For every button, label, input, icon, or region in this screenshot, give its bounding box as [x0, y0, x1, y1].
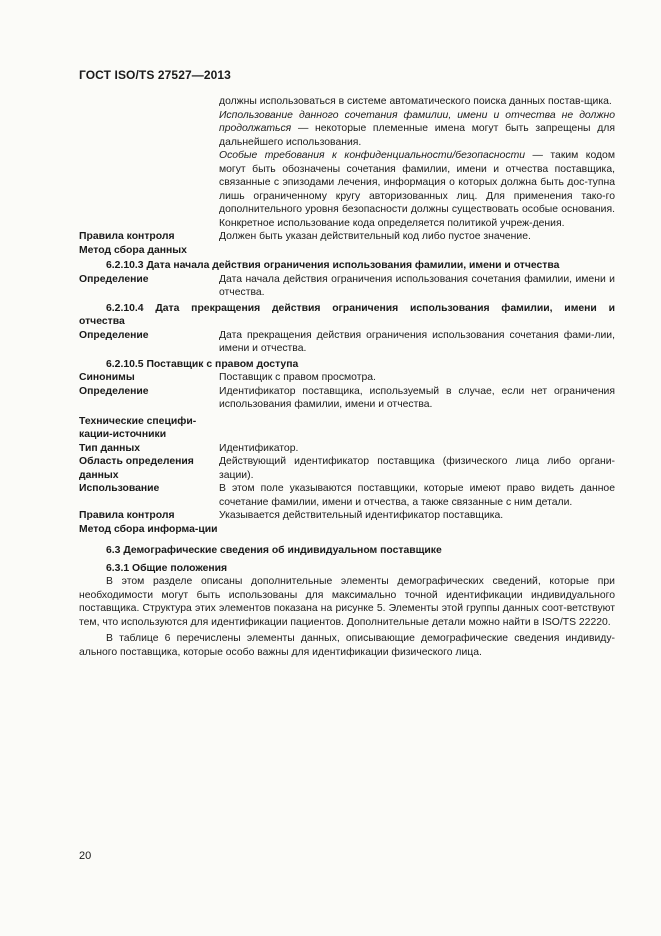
tech-spec-label: Технические специфи-кации-источники	[79, 415, 197, 440]
no-continue-note	[219, 109, 615, 150]
paragraph: В таблице 6 перечислены элементы данных, описывающие демографические сведения индивиду-ального поставщика, которые особо важны для идентификации физического лица.	[79, 633, 615, 658]
method-label: Метод сбора данных	[79, 244, 187, 256]
tech-spec-row	[79, 415, 615, 442]
section-6-3-heading: 6.3 Демографические сведения об индивидуальном поставщике	[106, 545, 442, 556]
italic-lead: Использование данного сочетания фамилии, имени и отчества не должно продолжаться	[219, 109, 615, 134]
data-type-label: Тип данных	[79, 442, 141, 454]
special-lead: Особые требования к конфиденциальности/безопасности	[219, 150, 526, 161]
domain-label: Область определения данных	[79, 456, 194, 481]
section-6-3-1-heading: 6.3.1 Общие положения	[106, 562, 228, 574]
rules-label: Правила контроля	[79, 231, 175, 242]
domain-row	[79, 455, 615, 482]
section-6-2-10-4-heading: 6.2.10.4 Дата прекращения действия ограничения использования фамилии, имени и	[106, 302, 615, 314]
definition-row	[79, 273, 615, 300]
synonyms-label: Синонимы	[79, 372, 135, 383]
rules-row	[79, 230, 615, 244]
continued-text-line: должны использоваться в системе автоматического поиска данных постав-щика.	[219, 96, 612, 107]
definition-row	[79, 385, 615, 412]
section-6-2-10-3-heading: 6.2.10.3 Дата начала действия ограничения использования фамилии, имени и отчества	[106, 260, 560, 271]
section-6-2-10-5-heading: 6.2.10.5 Поставщик с правом доступа	[106, 358, 299, 370]
confidentiality-note	[219, 149, 615, 230]
document-header: ГОСТ ISO/TS 27527—2013	[79, 68, 231, 82]
paragraph: В этом разделе описаны дополнительные элементы демографических сведений, которые при необходимости могут быть использованы для максимально точной идентификации индивидуального поставщика. Структура этих элементов показана на рисунке 5. Элементы этой группы данных соот-ветствуют тем, что используются для идентификации пациентов. Дополнительные детали можно найти в ISO/TS 22220.	[79, 576, 615, 628]
data-type-row	[79, 442, 615, 456]
rules-value: Указывается действительный идентификатор поставщика.	[219, 510, 504, 521]
definition-value: Идентификатор поставщика, используемый в случае, если нет ограничения использования фамилии, имени и отчества.	[219, 385, 615, 410]
definition-value: Дата прекращения действия ограничения использования сочетания фами-лии, имени и отчества.	[219, 329, 615, 354]
usage-row	[79, 482, 615, 509]
synonyms-value: Поставщик с правом просмотра.	[219, 372, 376, 383]
definition-row	[79, 329, 615, 356]
rules-label: Правила контроля	[79, 510, 175, 521]
domain-value: Действующий идентификатор поставщика (физического лица либо органи-зации).	[219, 456, 615, 481]
rules-row	[79, 509, 615, 523]
usage-label: Использование	[79, 483, 160, 494]
method-label: Метод сбора информа-ции	[79, 523, 218, 535]
definition-label: Определение	[79, 329, 149, 341]
method-row	[79, 523, 615, 537]
special-rest: — таким кодом могут быть обозначены сочетания фамилии, имени и отчества поставщика, связанные с эпизодами лечения, информация о которых должна быть дос-тупна лишь ограниченному кругу авторизованных лиц. Для применения тако-го дополнительного уровня безопасности должны существовать особые основания. Конкретное использование кода определяется политикой учреж-дения.	[219, 150, 615, 229]
page-number: 20	[79, 850, 92, 862]
data-type-value: Идентификатор.	[219, 442, 299, 454]
note-rest: — некоторые племенные имена могут быть запрещены для дальнейшего использования.	[219, 123, 615, 148]
document-body	[79, 95, 615, 659]
rules-value: Должен быть указан действительный код либо пустое значение.	[219, 231, 531, 242]
definition-label: Определение	[79, 385, 149, 397]
usage-value: В этом поле указываются поставщики, которые имеют право видеть данное сочетание фамилии, имени и отчества, а также связанные с ним детали.	[219, 483, 615, 508]
definition-label: Определение	[79, 273, 149, 285]
definition-value: Дата начала действия ограничения использования сочетания фамилии, имени и отчества.	[219, 273, 615, 298]
synonyms-row	[79, 371, 615, 385]
section-6-2-10-4-heading-cont: отчества	[79, 316, 125, 327]
